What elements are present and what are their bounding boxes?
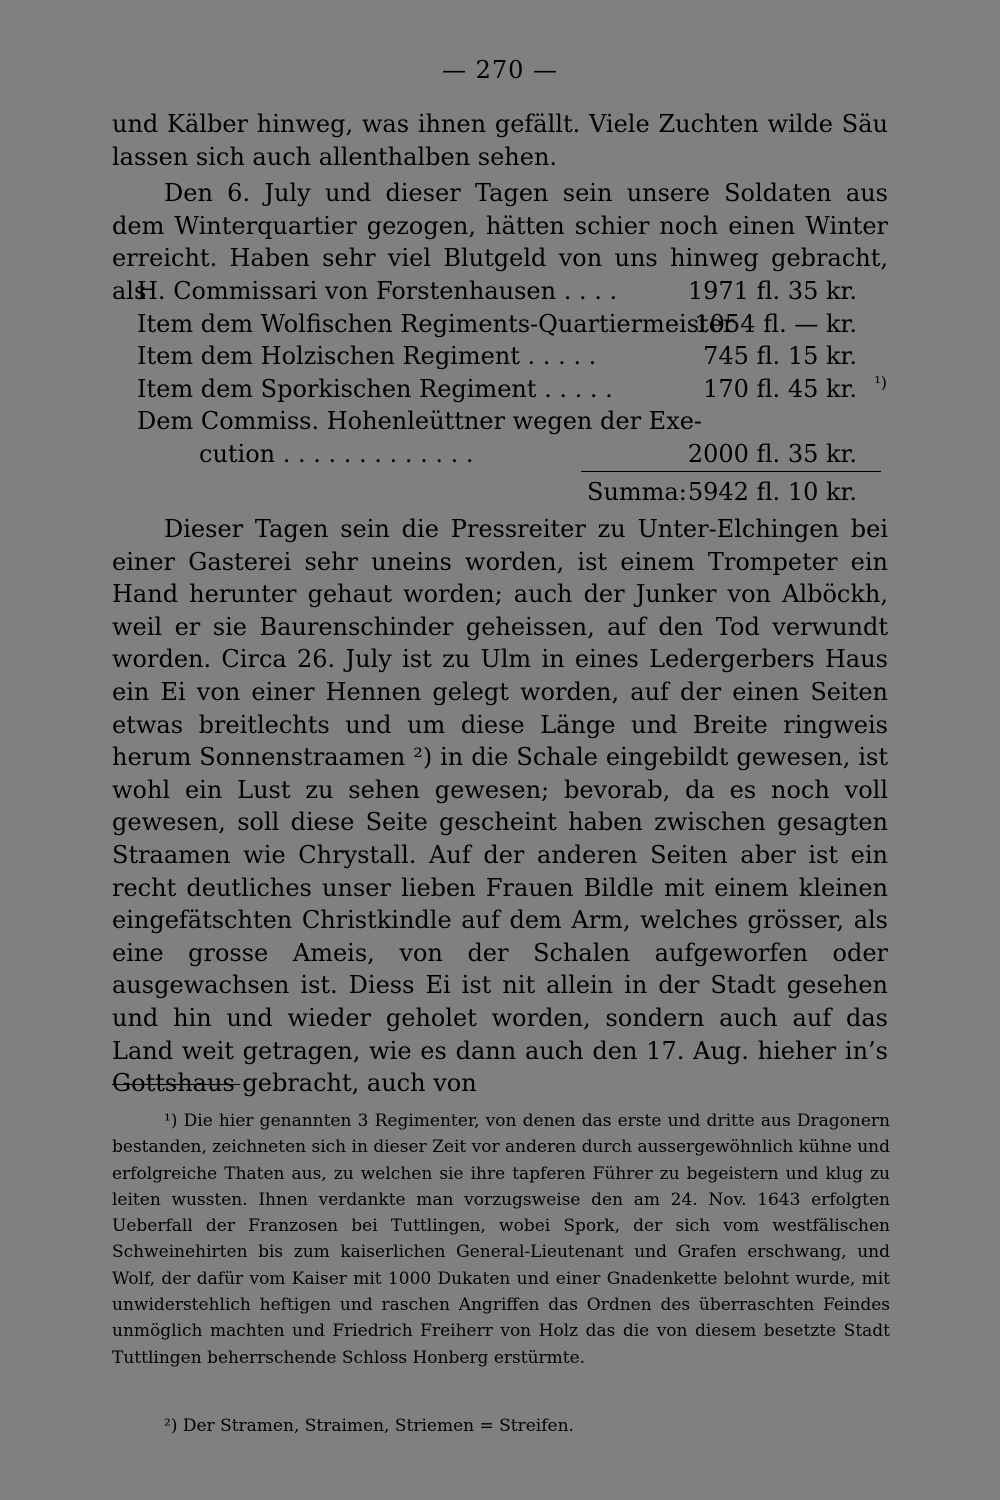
paragraph-egg <box>112 513 888 1100</box>
paragraph-text: und Kälber hinweg, was ihnen gefällt. Viele Zuchten wilde Säu lassen sich auch allenthalben sehen. <box>112 110 888 171</box>
payment-label: Item dem Holzischen Regiment . . . . . <box>137 342 597 371</box>
sum-rule <box>581 471 881 472</box>
payment-row <box>137 308 887 341</box>
payment-label: Item dem Wolfischen Regiments-Quartiermeister <box>137 309 735 338</box>
footnote-text: ²) Der Stramen, Straimen, Striemen = Streifen. <box>164 1416 574 1436</box>
summa-row <box>587 478 857 506</box>
payment-row <box>137 373 887 406</box>
payment-row <box>137 340 887 373</box>
payment-amount: 1054 fl. — kr. <box>694 309 857 338</box>
summa-label: Summa: <box>587 478 687 506</box>
page-number: — 270 — <box>441 56 559 84</box>
payment-label: Dem Commiss. Hohenleüttner wegen der Exe- <box>137 407 703 436</box>
footnote-1 <box>112 1108 890 1371</box>
payment-row <box>137 405 887 438</box>
payment-amount: 170 fl. 45 kr. <box>703 374 857 403</box>
footnote-text: ¹) Die hier genannten 3 Regimenter, von denen das erste und dritte aus Dragonern bestanden, zeichneten sich in dieser Zeit vor anderen durch aussergewöhnlich kühne und erfolgreiche Thaten aus, zu welchen sie ihre tapferen Führer zu begeistern und klug zu leiten wussten. Ihnen verdankte man vorzugsweise den am 24. Nov. 1643 erfolgten Ueberfall der Franzosen bei Tuttlingen, wobei Spork, der sich vom westfälischen Schweinehirten bis zum kaiserlichen General-Lieutenant und Grafen erschwang, und Wolf, der dafür vom Kaiser mit 1000 Dukaten und einer Gnadenkette belohnt wurde, mit unwiderstehlich heftigen und raschen Angriffen das Ordnen des überraschten Feindes unmöglich machten und Friedrich Freiherr von Holz das die von diesem besetzte Stadt Tuttlingen beherrschende Schloss Honberg erstürmte. <box>112 1111 890 1368</box>
payment-amount: 2000 fl. 35 kr. <box>687 439 857 468</box>
payment-label: cution . . . . . . . . . . . . . <box>199 439 474 468</box>
paragraph-text: Den 6. July und dieser Tagen sein unsere Soldaten aus dem Winterquartier gezogen, hätten schier noch einen Winter erreicht. Haben sehr viel Blutgeld von uns hinweg gebracht, als <box>112 179 888 305</box>
payment-amount: 745 fl. 15 kr. <box>703 342 857 371</box>
payment-label: H. Commissari von Forstenhausen . . . . <box>137 277 618 305</box>
footnote-separator <box>112 1084 240 1085</box>
payment-label: Item dem Sporkischen Regiment . . . . . <box>137 374 613 403</box>
paragraph-intro <box>112 108 888 173</box>
payment-row <box>137 275 887 308</box>
summa-amount: 5942 fl. 10 kr. <box>687 478 857 506</box>
payment-row <box>137 438 887 471</box>
payment-amount: 1971 fl. 35 kr. <box>687 277 857 305</box>
payment-list <box>137 275 887 471</box>
paragraph-text: Dieser Tagen sein die Pressreiter zu Unter-Elchingen bei einer Gasterei sehr uneins worden, ist einem Trompeter ein Hand herunter gehaut worden; auch der Junker von Alböckh, weil er sie Baurenschinder geheissen, auf den Tod verwundt worden. Circa 26. July ist zu Ulm in eines Ledergerbers Haus ein Ei von einer Hennen gelegt worden, auf der einen Seiten etwas breitlechts und um diese Länge und Breite ringweis herum Sonnenstraamen ²) in die Schale eingebildt gewesen, ist wohl ein Lust zu sehen gewesen; bevorab, da es noch voll gewesen, soll diese Seite gescheint haben zwischen gesagten Straamen wie Chrystall. Auf der anderen Seiten aber ist ein recht deutliches unser lieben Frauen Bildle mit einem kleinen eingefätschten Christkindle auf dem Arm, welches grösser, als eine grosse Ameis, von der Schalen aufgeworfen oder ausgewachsen ist. Diess Ei ist nit allein in der Stadt gesehen und hin und wieder geholet worden, sondern auch auf das Land weit getragen, wie es dann auch den 17. Aug. hieher in’s Gottshaus gebracht, auch von <box>112 515 888 1098</box>
footnote-2 <box>112 1413 890 1439</box>
footnote-marker: ¹) <box>874 372 887 392</box>
